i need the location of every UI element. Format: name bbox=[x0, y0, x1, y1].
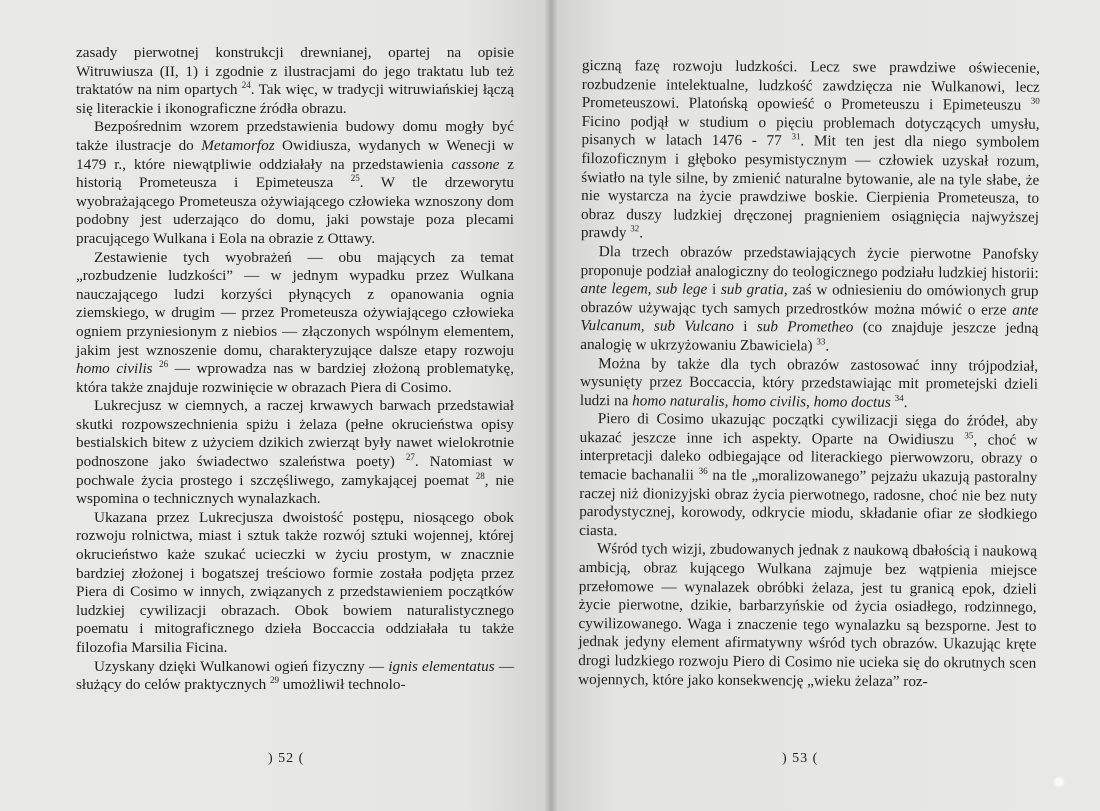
right-page-text bbox=[578, 57, 1040, 692]
footnote-ref: 24 bbox=[241, 80, 251, 91]
text-run: Metamorfoz bbox=[201, 136, 275, 154]
text-run: Można by także dla tych obrazów zastosować inny trójpodział, wysunięty przez Boccaccia, który przedstawiając mit prometejski dzieli ludzi na bbox=[579, 354, 1039, 410]
text-run: Ukazana przez Lukrecjusza dwoistość postępu, niosącego obok rozwoju rolnictwa, miast i sztuk także rozwój sztuki wojennej, której okrucieństwo każe szukać ucieczki w życiu prostym, w znacznie bardziej złożonej i bogatszej treściowo formie została podjęta przez Piera di Cosimo w innych, związanych z przedstawieniem początków ludzkiej cywilizacji obrazach. Obok bowiem naturalistycznego poematu i mitograficznego dzieła Boccaccia oddziałała tu także filozofia Marsilia Ficina. bbox=[76, 508, 514, 656]
text-run: homo civilis bbox=[76, 360, 153, 378]
text-run: i bbox=[733, 318, 757, 336]
footnote-ref: 28 bbox=[475, 470, 485, 481]
paragraph bbox=[581, 57, 1040, 246]
right-page-number: ) 53 ( bbox=[782, 751, 819, 766]
text-run: na tle „moralizowanego” pejzażu ukazują pastoralny raczej niż dionizyjski obraz życia pierwotnego, radosne, choć nie bez nuty parodystycznej, korowody, odkrycie miodu, składanie ofiar ze słodkiego ciasta. bbox=[579, 466, 1038, 540]
text-run: ante legem, sub lege bbox=[580, 280, 708, 298]
text-run: cassone bbox=[451, 155, 500, 173]
paragraph bbox=[580, 354, 1038, 413]
footnote-ref: 29 bbox=[269, 675, 279, 686]
text-run: ignis elementatus bbox=[388, 657, 495, 675]
footnote-ref: 27 bbox=[405, 452, 415, 462]
footnote-ref: 35 bbox=[964, 430, 974, 441]
text-run: . bbox=[825, 337, 830, 355]
text-run: , zaś w odniesieniu do omówionych grup obrazów używając tych samych przedrostków można mówić o erze bbox=[580, 281, 1039, 319]
text-run: zasady pierwotnej konstrukcji drewnianej, opartej na opisie Witruwiusza (II, 1) i zgodnie z ilustracjami do jego traktatu lub też traktatów na nim opartych bbox=[76, 44, 514, 99]
text-run: , choć w interpretacji daleko odbiegające od literackiego pierwowzoru, obrazy o temacie bachanalii bbox=[579, 431, 1038, 484]
text-run: sub gratia bbox=[720, 280, 784, 299]
paper-spot bbox=[1054, 777, 1064, 787]
paragraph bbox=[579, 410, 1038, 543]
paragraph bbox=[76, 118, 514, 248]
text-run: Ficino podjął w studium o pięciu problemach dotyczących umysłu, pisanych w latach 1476 - 77 bbox=[581, 112, 1040, 150]
footnote-ref: 31 bbox=[791, 131, 801, 142]
right-page bbox=[550, 0, 1100, 811]
text-run: Owidiusza, wydanych w Wenecji w 1479 r., które niewątpliwie oddziałały na przedstawienia bbox=[76, 136, 514, 173]
paragraph bbox=[578, 540, 1037, 692]
text-run: — wprowadza nas w bardziej złożoną problematykę, która także znajduje rozwinięcie w obrazach Piera di Cosimo. bbox=[76, 360, 514, 396]
text-run: Dla trzech obrazów przedstawiających życie pierwotne Panofsky proponuje podział analogiczny do teologicznego podziału ludzkiej historii: bbox=[580, 243, 1039, 282]
text-run: , nie wspomina o technicznych wynalazkach. bbox=[76, 471, 514, 508]
footnote-ref: 34 bbox=[894, 392, 904, 403]
left-page-text bbox=[76, 44, 514, 695]
footnote-ref: 32 bbox=[630, 223, 640, 234]
text-run: Wśród tych wizji, zbudowanych jednak z naukową dbałością i naukową ambicją, obraz kującego Wulkana zajmuje bez wątpienia miejsce przełomowe — wynalazek obróbki żelaza, jest tu granicą epok, dzieli życie pierwotne, dzikie, barbarzyńskie od życia osiadłego, rodzinnego, cywilizowanego. Waga i znaczenie tego wynalazku są bezsporne. Jest to jednak jedyny element afirmatywny wśród tych obrazów. Ukazując kręte drogi ludzkiego rozwoju Piero di Cosimo nie ucieka się do okrutnych scen wojennych, które jako konsekwencję „wieku żelaza” roz- bbox=[578, 540, 1038, 690]
footnote-ref: 33 bbox=[816, 336, 826, 347]
text-run: sub Prometheo bbox=[756, 318, 854, 336]
text-run: . bbox=[639, 224, 644, 242]
text-run: Lukrecjusz w ciemnych, a raczej krwawych barwach przedstawiał skutki rozpowszechnienia spiżu i żelaza (pełne okrucieństwa opisy bestialskich bitew z użyciem dzikich zwierząt były nawet wielokrotnie podnoszone jako świadectwo szaleństwa poety) bbox=[76, 397, 514, 471]
text-run: . Natomiast w pochwale życia prostego i szczęśliwego, zamykającej poemat bbox=[76, 453, 514, 489]
text-run: — służący do celów praktycznych bbox=[76, 657, 515, 694]
text-run: . bbox=[903, 393, 908, 411]
paragraph bbox=[76, 397, 514, 509]
paragraph bbox=[76, 44, 514, 118]
paragraph bbox=[76, 249, 514, 398]
paragraph bbox=[76, 658, 514, 695]
text-run: homo naturalis, homo civilis, homo doctus bbox=[632, 392, 891, 411]
text-run: ante Vulcanum, sub Vulcano bbox=[580, 301, 1039, 336]
text-run: i bbox=[707, 280, 721, 298]
left-page-number: ) 52 ( bbox=[268, 751, 305, 766]
text-run: (co znajduje jeszcze jedną analogię w ukrzyżowaniu Zbawiciela) bbox=[580, 318, 1039, 355]
text-run: giczną fazę rozwoju ludzkości. Lecz swe prawdziwe oświecenie, rozbudzenie intelektualne, ludzkość zawdzięcza nie Wulkanowi, lecz Prometeuszowi. Platońską opowieść o Prometeuszu i Epimeteuszu bbox=[581, 57, 1040, 114]
text-run: Piero di Cosimo ukazując początki cywilizacji sięga do źródeł, aby ukazać jeszcze inne ich aspekty. Oparte na Owidiuszu bbox=[579, 410, 1038, 449]
text-run: . Tak więc, w tradycji witruwiańskiej łączą się literackie i ikonograficzne źródła obrazu. bbox=[76, 81, 514, 117]
text-run: Bezpośrednim wzorem przedstawienia budowy domu mogły być także ilustracje do bbox=[76, 118, 514, 154]
text-run: . Mit ten jest dla niego symbolem filozoficznym i głęboko pesymistycznym — człowiek uzyskał rozum, światło na tyle silne, by zmienić naturalne bytowanie, ale na tyle słabe, że nie wystarcza na życie prawdziwe boskie. Cierpienia Prometeusza, to obraz duszy ludzkiej dręczonej pragnieniem osiągnięcia najwyższej prawdy bbox=[580, 132, 1040, 242]
footnote-ref: 36 bbox=[698, 465, 708, 476]
paragraph bbox=[76, 509, 514, 658]
text-run: . W tle drzeworytu wyobrażającego Prometeusza ożywiającego człowieka wznoszony dom podobny jest uderzająco do domu, jaki powstaje poza plecami pracującego Wulkana i Eola na obrazie z Ottawy. bbox=[76, 174, 514, 247]
footnote-ref: 25 bbox=[350, 173, 360, 184]
text-run: Zestawienie tych wyobrażeń — obu mających za temat „rozbudzenie ludzkości” — w jednym wypadku przez Wulkana nauczającego ludzi korzyści płynących z opanowania ognia ziemskiego, w drugim — przez Prometeusza ożywiającego człowieka ogniem przyniesionym z niebios — złączonych wspólnym elementem, jakim jest wznoszenie domu, charakteryzujące dalsze etapy rozwoju bbox=[76, 248, 514, 359]
text-run: umożliwił technolo- bbox=[278, 676, 406, 694]
footnote-ref: 26 bbox=[159, 359, 169, 370]
text-run: Uzyskany dzięki Wulkanowi ogień fizyczny — bbox=[94, 657, 389, 675]
paragraph bbox=[580, 243, 1039, 357]
text-run: z historią Prometeusza i Epimeteusza bbox=[76, 155, 514, 192]
footnote-ref: 30 bbox=[1030, 95, 1040, 106]
